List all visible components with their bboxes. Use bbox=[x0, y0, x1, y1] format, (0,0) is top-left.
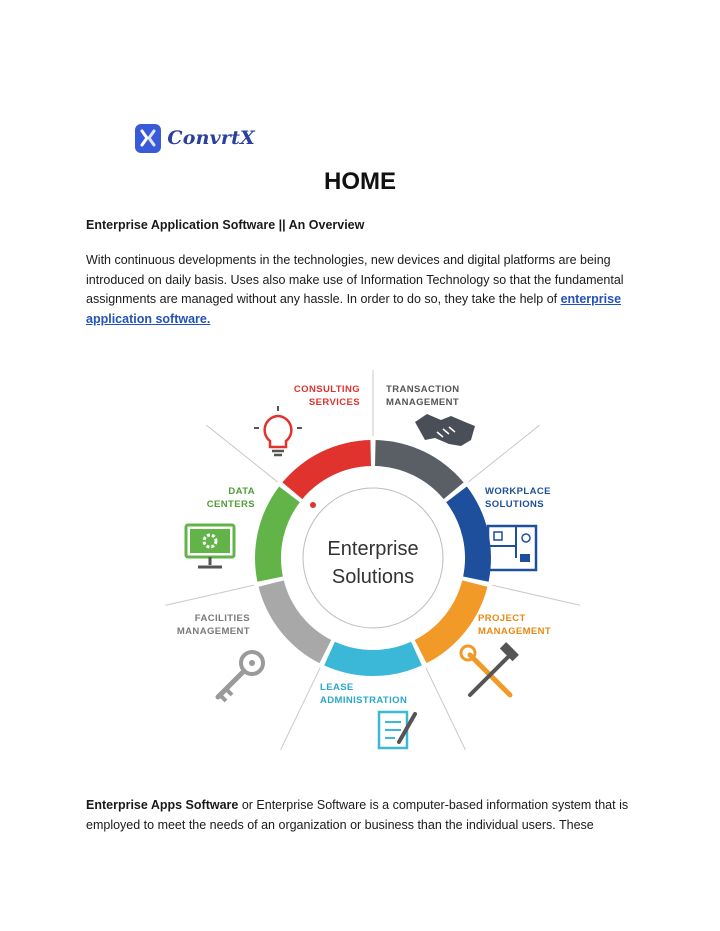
center-line-1: Enterprise bbox=[327, 538, 419, 560]
ring-segment-facilities bbox=[259, 580, 332, 663]
logo-wordmark: ConvrtX bbox=[167, 127, 255, 149]
segment-label-consulting: CONSULTING bbox=[293, 384, 360, 395]
lightbulb-icon bbox=[254, 406, 302, 455]
handshake-icon bbox=[415, 414, 475, 446]
segment-label-workplace: WORKPLACE bbox=[485, 486, 551, 497]
divider-line bbox=[468, 425, 539, 482]
divider-line bbox=[426, 668, 465, 750]
segment-label-transaction: TRANSACTION bbox=[386, 384, 460, 395]
monitor-gear-icon bbox=[186, 525, 234, 567]
segment-label-transaction: MANAGEMENT bbox=[386, 397, 460, 408]
ring-segment-transaction bbox=[375, 440, 464, 499]
segment-label-data: DATA bbox=[228, 486, 255, 497]
document-pen-icon bbox=[379, 712, 415, 748]
floor-plan-icon bbox=[488, 526, 536, 570]
body-bold-term: Enterprise Apps Software bbox=[86, 798, 239, 812]
segment-label-consulting: SERVICES bbox=[308, 397, 360, 408]
divider-line bbox=[492, 585, 580, 605]
enterprise-solutions-diagram bbox=[160, 370, 580, 760]
page-title: HOME bbox=[324, 168, 396, 195]
segment-label-facilities: MANAGEMENT bbox=[176, 626, 250, 637]
x-logo-icon bbox=[135, 124, 161, 153]
divider-line bbox=[281, 668, 320, 750]
enterprise-software-link[interactable]: enterprise application software. bbox=[86, 292, 622, 326]
ring-segment-consulting bbox=[282, 440, 371, 499]
ring-segment-project bbox=[415, 580, 488, 663]
ring-dot bbox=[310, 502, 316, 508]
segment-label-lease: LEASE bbox=[320, 682, 354, 693]
segment-label-facilities: FACILITIES bbox=[194, 613, 250, 624]
body-paragraph bbox=[86, 796, 646, 835]
divider-line bbox=[206, 425, 277, 482]
key-icon bbox=[218, 652, 263, 701]
center-line-2: Solutions bbox=[331, 566, 415, 588]
convrtx-logo[interactable] bbox=[135, 123, 255, 153]
ring-segment-data bbox=[255, 486, 300, 581]
intro-paragraph bbox=[86, 251, 646, 329]
segment-label-project: PROJECT bbox=[478, 613, 526, 624]
segment-label-data: CENTERS bbox=[206, 499, 255, 510]
article-subtitle: Enterprise Application Software || An Overview bbox=[86, 218, 365, 232]
segment-label-lease: ADMINISTRATION bbox=[320, 695, 408, 706]
body-text: or Enterprise Software is a computer-based information system that is employed to meet the needs of an organization or business than the individual users. These bbox=[86, 798, 629, 832]
tools-icon bbox=[461, 642, 519, 695]
ring-segment-lease bbox=[324, 642, 422, 676]
divider-line bbox=[165, 585, 254, 605]
segment-label-workplace: SOLUTIONS bbox=[485, 499, 545, 510]
segment-label-project: MANAGEMENT bbox=[478, 626, 552, 637]
intro-text: With continuous developments in the technologies, new devices and digital platforms are being introduced on daily basis. Uses also make use of Information Technology so that the fundamental assignments are managed without any hassle. In order to do so, they take the help of bbox=[86, 253, 624, 306]
